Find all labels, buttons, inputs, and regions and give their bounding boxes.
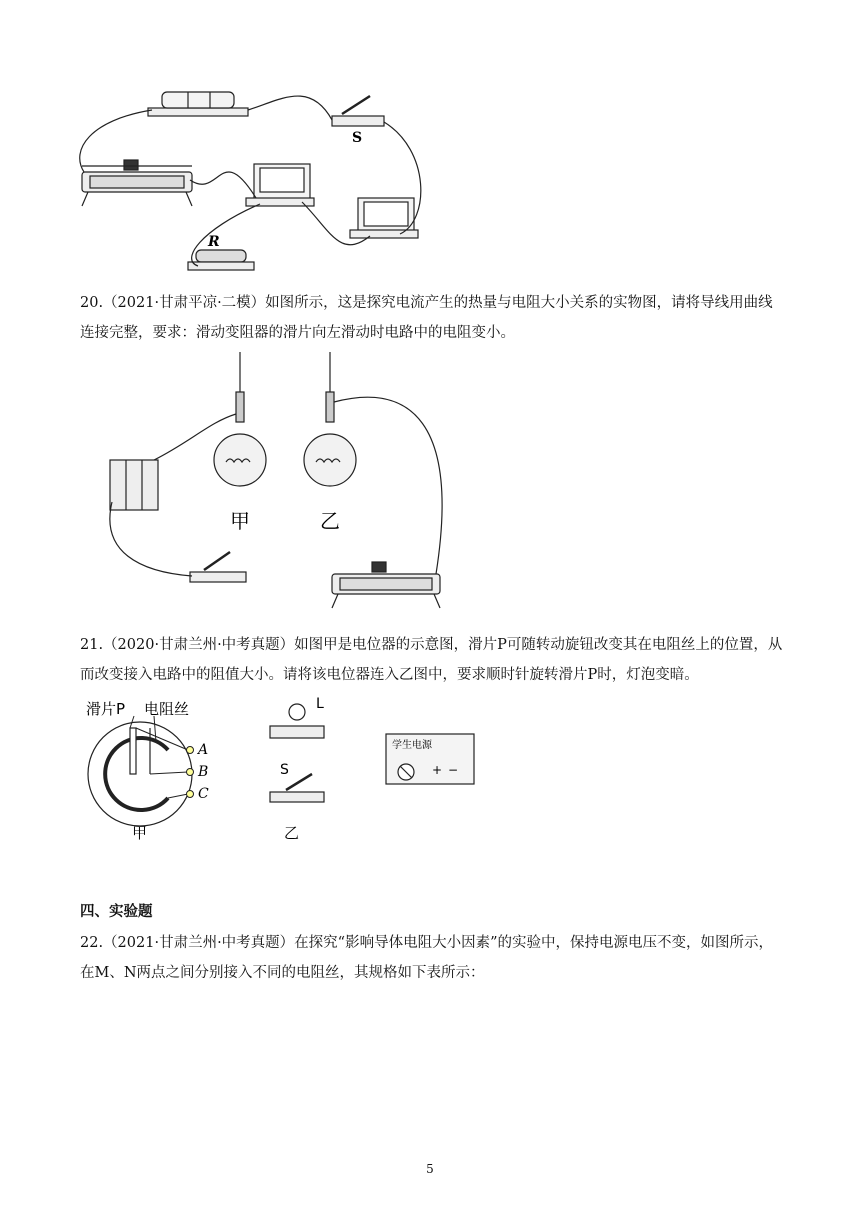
power-supply-label: 学生电源	[392, 740, 432, 751]
terminal-b-label: B	[198, 764, 209, 780]
flask-label-yi: 乙	[320, 509, 340, 533]
figure-label-jia: 甲	[132, 824, 148, 842]
switch-label-s: S	[280, 762, 289, 778]
question-20-text: 20.（2021·甘肃平凉·二模）如图所示，这是探究电流产生的热量与电阻大小关系的实物图，请将导线用曲线连接完整，要求：滑动变阻器的滑片向左滑动时电路中的电阻变小。	[80, 295, 773, 341]
power-plus: +	[432, 763, 443, 777]
resistor-label-r: R	[208, 234, 220, 250]
terminal-a-label: A	[198, 742, 209, 758]
question-21-text: 21.（2020·甘肃兰州·中考真题）如图甲是电位器的示意图，滑片P可随转动旋钮改变其在电阻丝上的位置，从而改变接入电路中的阻值大小。请将该电位器连入乙图中，要求顺时针旋转滑片P时，灯泡变暗。	[80, 637, 783, 683]
section-heading: 四、实验题	[80, 904, 153, 920]
figure-label-yi: 乙	[284, 824, 300, 842]
question-22-text: 22.（2021·甘肃兰州·中考真题）在探究“影响导体电阻大小因素”的实验中，保持电源电压不变，如图所示，在M、N两点之间分别接入不同的电阻丝，其规格如下表所示：	[80, 935, 774, 981]
switch-label-s: S	[352, 130, 363, 146]
lamp-label-l: L	[316, 696, 324, 712]
circuit-figure-2	[80, 352, 460, 618]
potentiometer-figure	[80, 692, 500, 848]
power-minus: −	[448, 763, 459, 777]
terminal-c-label: C	[198, 786, 209, 802]
slider-p-label: 滑片P	[86, 700, 126, 718]
resistance-wire-label: 电阻丝	[144, 700, 190, 718]
page-number: 5	[426, 1162, 434, 1176]
flask-label-jia: 甲	[230, 509, 250, 533]
circuit-figure-1	[70, 80, 430, 280]
